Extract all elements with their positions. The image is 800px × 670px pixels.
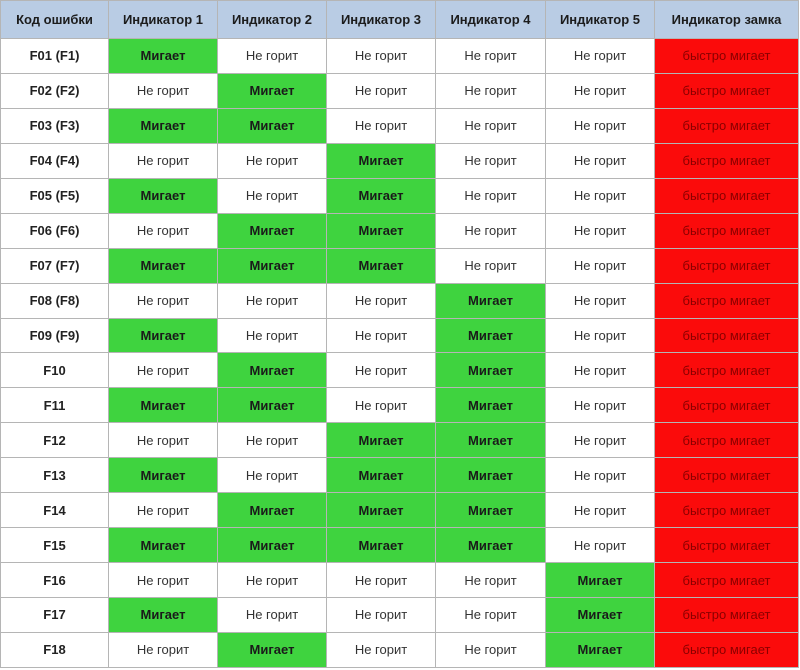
indicator-1-cell: Мигает bbox=[109, 248, 218, 283]
lock-indicator-cell: быстро мигает bbox=[655, 563, 799, 598]
indicator-1-cell: Не горит bbox=[109, 213, 218, 248]
header-indicator-1: Индикатор 1 bbox=[109, 1, 218, 39]
error-code-cell: F14 bbox=[1, 493, 109, 528]
lock-indicator-cell: быстро мигает bbox=[655, 73, 799, 108]
indicator-4-cell: Не горит bbox=[436, 598, 546, 633]
header-lock-indicator: Индикатор замка bbox=[655, 1, 799, 39]
indicator-1-cell: Мигает bbox=[109, 318, 218, 353]
indicator-1-cell: Не горит bbox=[109, 143, 218, 178]
error-code-cell: F13 bbox=[1, 458, 109, 493]
error-code-cell: F09 (F9) bbox=[1, 318, 109, 353]
indicator-2-cell: Не горит bbox=[218, 143, 327, 178]
indicator-4-cell: Мигает bbox=[436, 528, 546, 563]
indicator-2-cell: Не горит bbox=[218, 458, 327, 493]
indicator-3-cell: Мигает bbox=[327, 423, 436, 458]
indicator-4-cell: Не горит bbox=[436, 248, 546, 283]
indicator-3-cell: Мигает bbox=[327, 248, 436, 283]
lock-indicator-cell: быстро мигает bbox=[655, 458, 799, 493]
indicator-3-cell: Мигает bbox=[327, 458, 436, 493]
indicator-4-cell: Не горит bbox=[436, 178, 546, 213]
indicator-3-cell: Мигает bbox=[327, 178, 436, 213]
table-row bbox=[1, 178, 799, 213]
indicator-4-cell: Мигает bbox=[436, 353, 546, 388]
lock-indicator-cell: быстро мигает bbox=[655, 213, 799, 248]
indicator-3-cell: Не горит bbox=[327, 563, 436, 598]
error-code-cell: F03 (F3) bbox=[1, 108, 109, 143]
indicator-2-cell: Не горит bbox=[218, 423, 327, 458]
error-code-cell: F17 bbox=[1, 598, 109, 633]
indicator-1-cell: Не горит bbox=[109, 493, 218, 528]
indicator-5-cell: Не горит bbox=[546, 178, 655, 213]
indicator-5-cell: Не горит bbox=[546, 248, 655, 283]
lock-indicator-cell: быстро мигает bbox=[655, 39, 799, 74]
indicator-4-cell: Не горит bbox=[436, 39, 546, 74]
table-row bbox=[1, 143, 799, 178]
error-code-cell: F16 bbox=[1, 563, 109, 598]
table-row bbox=[1, 283, 799, 318]
table-row bbox=[1, 318, 799, 353]
indicator-4-cell: Мигает bbox=[436, 388, 546, 423]
indicator-1-cell: Не горит bbox=[109, 632, 218, 667]
indicator-3-cell: Не горит bbox=[327, 318, 436, 353]
indicator-2-cell: Мигает bbox=[218, 108, 327, 143]
indicator-3-cell: Не горит bbox=[327, 388, 436, 423]
indicator-1-cell: Мигает bbox=[109, 528, 218, 563]
indicator-2-cell: Мигает bbox=[218, 388, 327, 423]
indicator-4-cell: Мигает bbox=[436, 318, 546, 353]
indicator-2-cell: Мигает bbox=[218, 248, 327, 283]
indicator-3-cell: Не горит bbox=[327, 598, 436, 633]
error-code-cell: F06 (F6) bbox=[1, 213, 109, 248]
table-row bbox=[1, 388, 799, 423]
indicator-5-cell: Не горит bbox=[546, 423, 655, 458]
indicator-4-cell: Не горит bbox=[436, 73, 546, 108]
error-code-cell: F01 (F1) bbox=[1, 39, 109, 74]
indicator-2-cell: Мигает bbox=[218, 632, 327, 667]
indicator-5-cell: Не горит bbox=[546, 283, 655, 318]
indicator-1-cell: Не горит bbox=[109, 353, 218, 388]
indicator-2-cell: Мигает bbox=[218, 493, 327, 528]
indicator-5-cell: Не горит bbox=[546, 493, 655, 528]
lock-indicator-cell: быстро мигает bbox=[655, 388, 799, 423]
indicator-1-cell: Не горит bbox=[109, 73, 218, 108]
lock-indicator-cell: быстро мигает bbox=[655, 493, 799, 528]
indicator-2-cell: Не горит bbox=[218, 318, 327, 353]
indicator-2-cell: Мигает bbox=[218, 213, 327, 248]
indicator-5-cell: Не горит bbox=[546, 213, 655, 248]
indicator-5-cell: Не горит bbox=[546, 73, 655, 108]
indicator-2-cell: Мигает bbox=[218, 528, 327, 563]
indicator-2-cell: Не горит bbox=[218, 598, 327, 633]
indicator-2-cell: Не горит bbox=[218, 178, 327, 213]
indicator-2-cell: Мигает bbox=[218, 73, 327, 108]
indicator-2-cell: Не горит bbox=[218, 563, 327, 598]
lock-indicator-cell: быстро мигает bbox=[655, 283, 799, 318]
header-indicator-5: Индикатор 5 bbox=[546, 1, 655, 39]
indicator-3-cell: Не горит bbox=[327, 73, 436, 108]
indicator-4-cell: Мигает bbox=[436, 493, 546, 528]
indicator-3-cell: Не горит bbox=[327, 353, 436, 388]
header-indicator-2: Индикатор 2 bbox=[218, 1, 327, 39]
table-row bbox=[1, 39, 799, 74]
header-error-code: Код ошибки bbox=[1, 1, 109, 39]
lock-indicator-cell: быстро мигает bbox=[655, 108, 799, 143]
indicator-5-cell: Не горит bbox=[546, 108, 655, 143]
error-code-cell: F08 (F8) bbox=[1, 283, 109, 318]
error-code-cell: F11 bbox=[1, 388, 109, 423]
indicator-4-cell: Не горит bbox=[436, 108, 546, 143]
indicator-4-cell: Мигает bbox=[436, 458, 546, 493]
indicator-3-cell: Не горит bbox=[327, 632, 436, 667]
indicator-4-cell: Не горит bbox=[436, 213, 546, 248]
indicator-5-cell: Не горит bbox=[546, 388, 655, 423]
table-row bbox=[1, 213, 799, 248]
header-row bbox=[1, 1, 799, 39]
indicator-1-cell: Мигает bbox=[109, 39, 218, 74]
indicator-3-cell: Мигает bbox=[327, 493, 436, 528]
indicator-4-cell: Мигает bbox=[436, 423, 546, 458]
indicator-1-cell: Мигает bbox=[109, 388, 218, 423]
table-row bbox=[1, 528, 799, 563]
table-row bbox=[1, 248, 799, 283]
indicator-1-cell: Мигает bbox=[109, 458, 218, 493]
indicator-4-cell: Не горит bbox=[436, 632, 546, 667]
error-code-cell: F02 (F2) bbox=[1, 73, 109, 108]
error-code-cell: F15 bbox=[1, 528, 109, 563]
table-row bbox=[1, 458, 799, 493]
table-row bbox=[1, 598, 799, 633]
indicator-1-cell: Мигает bbox=[109, 598, 218, 633]
indicator-5-cell: Не горит bbox=[546, 318, 655, 353]
indicator-3-cell: Не горит bbox=[327, 108, 436, 143]
indicator-5-cell: Мигает bbox=[546, 563, 655, 598]
indicator-4-cell: Не горит bbox=[436, 563, 546, 598]
lock-indicator-cell: быстро мигает bbox=[655, 248, 799, 283]
indicator-5-cell: Не горит bbox=[546, 143, 655, 178]
lock-indicator-cell: быстро мигает bbox=[655, 178, 799, 213]
indicator-1-cell: Не горит bbox=[109, 423, 218, 458]
lock-indicator-cell: быстро мигает bbox=[655, 598, 799, 633]
error-code-cell: F18 bbox=[1, 632, 109, 667]
indicator-3-cell: Не горит bbox=[327, 39, 436, 74]
indicator-5-cell: Не горит bbox=[546, 353, 655, 388]
indicator-2-cell: Мигает bbox=[218, 353, 327, 388]
indicator-3-cell: Мигает bbox=[327, 213, 436, 248]
table-row bbox=[1, 632, 799, 667]
lock-indicator-cell: быстро мигает bbox=[655, 143, 799, 178]
table-header bbox=[1, 1, 799, 39]
indicator-2-cell: Не горит bbox=[218, 39, 327, 74]
table-row bbox=[1, 353, 799, 388]
error-code-cell: F04 (F4) bbox=[1, 143, 109, 178]
indicator-3-cell: Мигает bbox=[327, 143, 436, 178]
indicator-5-cell: Мигает bbox=[546, 632, 655, 667]
header-indicator-3: Индикатор 3 bbox=[327, 1, 436, 39]
indicator-4-cell: Мигает bbox=[436, 283, 546, 318]
indicator-5-cell: Не горит bbox=[546, 39, 655, 74]
lock-indicator-cell: быстро мигает bbox=[655, 423, 799, 458]
error-code-cell: F10 bbox=[1, 353, 109, 388]
table-row bbox=[1, 73, 799, 108]
header-indicator-4: Индикатор 4 bbox=[436, 1, 546, 39]
indicator-1-cell: Мигает bbox=[109, 108, 218, 143]
lock-indicator-cell: быстро мигает bbox=[655, 353, 799, 388]
lock-indicator-cell: быстро мигает bbox=[655, 632, 799, 667]
indicator-1-cell: Не горит bbox=[109, 563, 218, 598]
table-row bbox=[1, 423, 799, 458]
indicator-3-cell: Мигает bbox=[327, 528, 436, 563]
indicator-5-cell: Не горит bbox=[546, 458, 655, 493]
lock-indicator-cell: быстро мигает bbox=[655, 528, 799, 563]
error-code-cell: F05 (F5) bbox=[1, 178, 109, 213]
indicator-4-cell: Не горит bbox=[436, 143, 546, 178]
table-row bbox=[1, 563, 799, 598]
error-code-cell: F12 bbox=[1, 423, 109, 458]
lock-indicator-cell: быстро мигает bbox=[655, 318, 799, 353]
indicator-5-cell: Не горит bbox=[546, 528, 655, 563]
table-body bbox=[1, 39, 799, 668]
indicator-5-cell: Мигает bbox=[546, 598, 655, 633]
indicator-2-cell: Не горит bbox=[218, 283, 327, 318]
table-row bbox=[1, 493, 799, 528]
error-code-cell: F07 (F7) bbox=[1, 248, 109, 283]
indicator-3-cell: Не горит bbox=[327, 283, 436, 318]
indicator-1-cell: Не горит bbox=[109, 283, 218, 318]
indicator-1-cell: Мигает bbox=[109, 178, 218, 213]
table-row bbox=[1, 108, 799, 143]
